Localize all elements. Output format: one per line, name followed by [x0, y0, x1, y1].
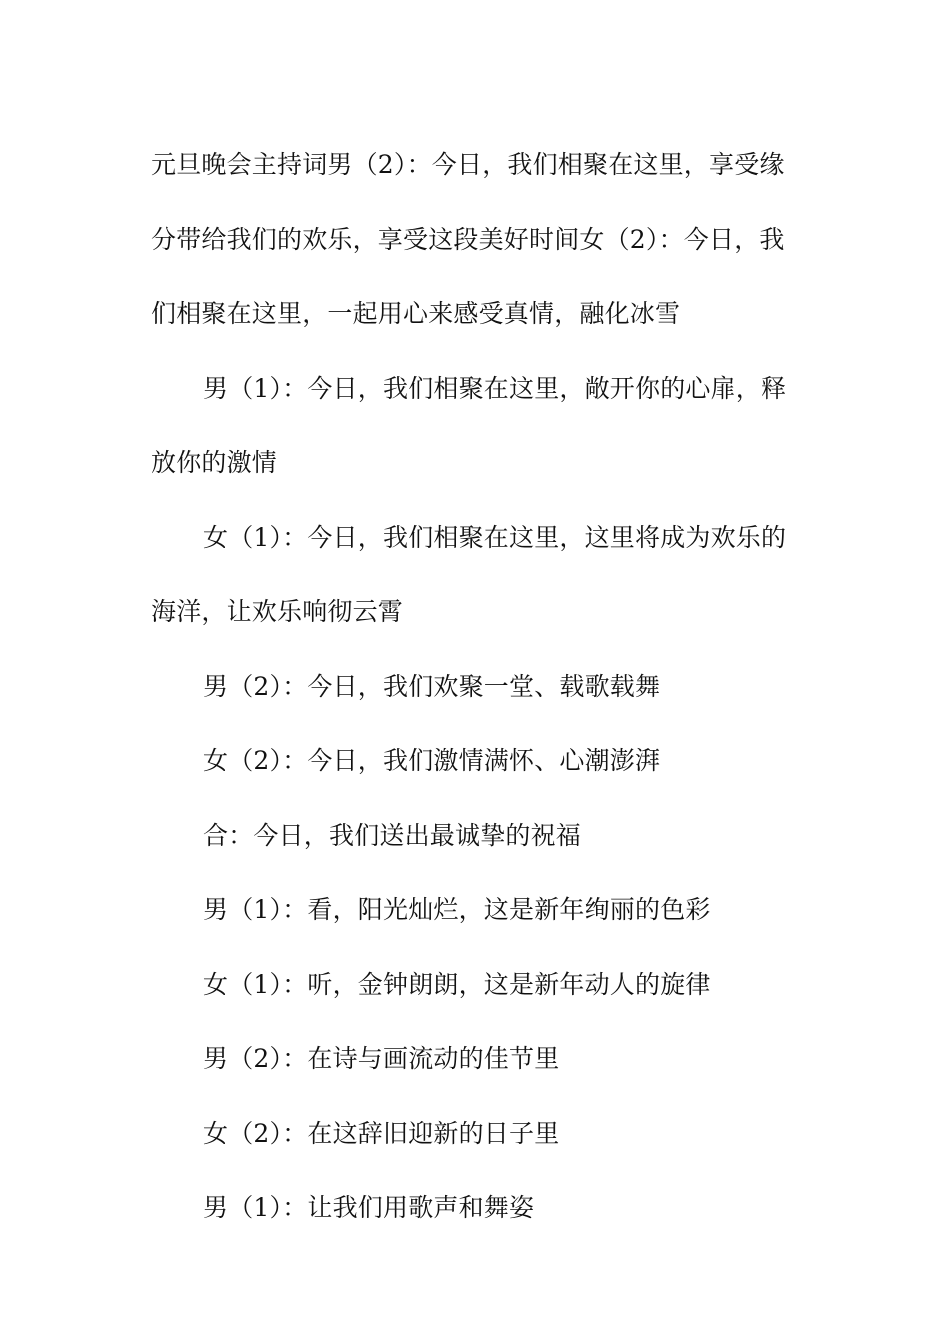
paragraph-line: 男（1）：看，阳光灿烂，这是新年绚丽的色彩 — [203, 895, 711, 924]
paragraph-line: 女（2）：今日，我们激情满怀、心潮澎湃 — [203, 746, 661, 775]
paragraph-line: 男（1）：今日，我们相聚在这里，敞开你的心扉，释放你的激情 — [151, 373, 787, 477]
paragraph-line: 女（2）：在这辞旧迎新的日子里 — [203, 1118, 560, 1148]
paragraph-line: 男（1）：让我们用歌声和舞姿 — [203, 1193, 535, 1222]
document-body — [151, 128, 803, 1246]
paragraph-line: 合：今日，我们送出最诚挚的祝福 — [203, 820, 582, 850]
paragraph-line: 女（1）：今日，我们相聚在这里，这里将成为欢乐的海洋，让欢乐响彻云霄 — [151, 522, 787, 626]
paragraph-line: 男（2）：在诗与画流动的佳节里 — [203, 1044, 560, 1073]
paragraph-line: 男（2）：今日，我们欢聚一堂、载歌载舞 — [203, 671, 661, 701]
paragraph-line: 女（1）：听，金钟朗朗，这是新年动人的旋律 — [203, 969, 711, 999]
paragraph-intro: 元旦晚会主持词男（2）：今日，我们相聚在这里，享受缘分带给我们的欢乐，享受这段美好时间女（2）：今日，我们相聚在这里，一起用心来感受真情，融化冰雪 — [151, 150, 785, 328]
